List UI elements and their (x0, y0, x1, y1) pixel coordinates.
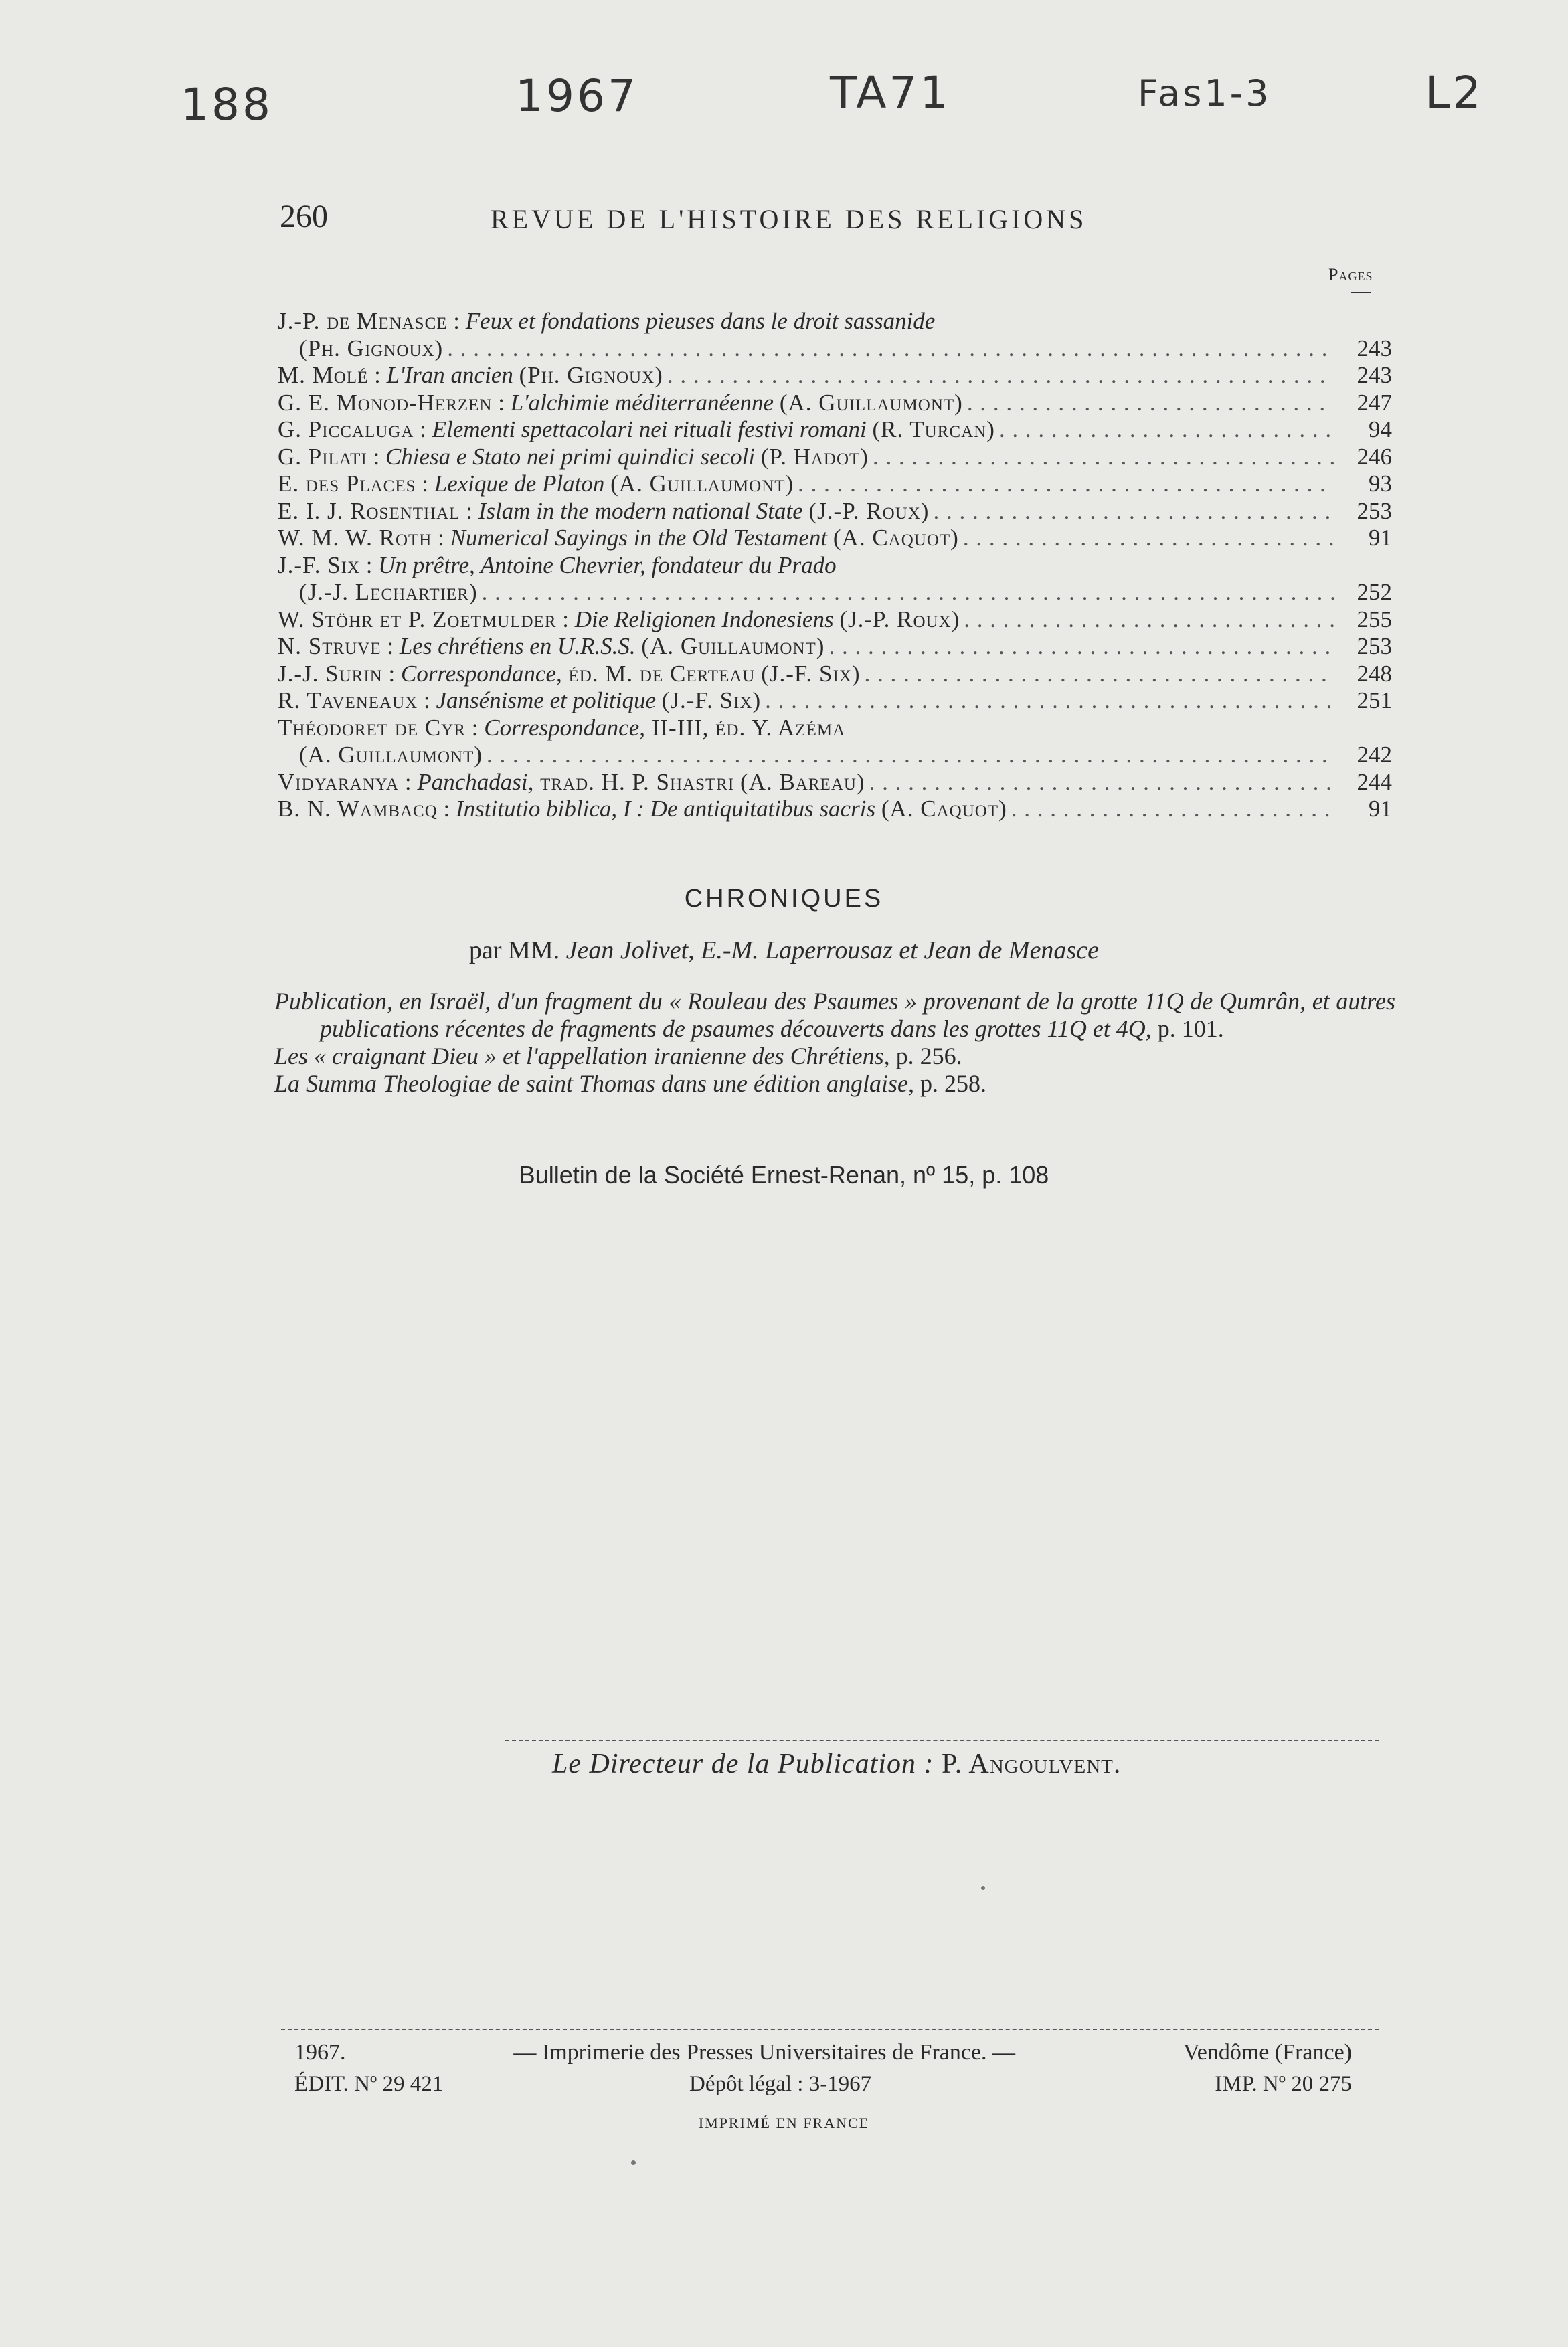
imprint-edit-number: ÉDIT. Nº 29 421 (294, 2072, 444, 2096)
review-reviewer: (J.-P. Roux) (839, 606, 960, 632)
review-reviewer: (A. Guillaumont) (610, 470, 794, 497)
review-reviewer: (A. Guillaumont) (299, 742, 483, 768)
review-reviewer: (J.-P. Roux) (808, 497, 930, 524)
review-reviewer: (A. Bareau) (740, 768, 865, 795)
review-reviewer: (A. Guillaumont) (779, 389, 963, 416)
review-reviewer: (J.-J. Lechartier) (299, 579, 478, 605)
chroniques-title: CHRONIQUES (684, 885, 884, 913)
imprint-legal-deposit: Dépôt légal : 3-1967 (689, 2072, 872, 2096)
leader-dots (869, 769, 1334, 796)
leader-dots (1011, 796, 1334, 823)
review-page: 253 (1357, 497, 1392, 524)
review-separator: : (556, 606, 575, 632)
review-title: L'alchimie méditerranéenne (510, 389, 774, 416)
review-reviewer: (A. Guillaumont) (641, 633, 825, 659)
review-entry (278, 661, 1392, 688)
director-label: Le Directeur de la Publication : (552, 1749, 934, 1779)
review-author: Théodoret de Cyr (278, 714, 466, 741)
review-entry (278, 389, 1392, 417)
review-entry (278, 470, 1392, 498)
speck (981, 1886, 985, 1890)
review-page: 247 (1357, 389, 1392, 416)
review-page: 244 (1357, 768, 1392, 795)
review-separator: : (414, 416, 432, 442)
leader-dots (865, 661, 1334, 688)
director-name: P. Angoulvent. (942, 1749, 1122, 1779)
review-author: W. M. W. Roth (278, 525, 432, 551)
review-reviewer: (Ph. Gignoux) (519, 362, 663, 388)
review-entry (278, 308, 1392, 362)
chroniques-authors (0, 936, 1568, 965)
speck (631, 2160, 636, 2165)
imprint-year: 1967. (294, 2040, 346, 2065)
review-title: Feux et fondations pieuses dans le droit sassanide (465, 308, 936, 334)
review-author: N. Struve (278, 633, 381, 659)
leader-dots (933, 498, 1334, 525)
pages-label-dash (1351, 292, 1371, 293)
leader-dots (798, 470, 1334, 498)
journal-title: REVUE DE L'HISTOIRE DES RELIGIONS (491, 204, 1087, 234)
review-title: Les chrétiens en U.R.S.S. (399, 633, 636, 659)
bulletin-reference: Bulletin de la Société Ernest-Renan, nº 15, p. 108 (519, 1161, 1049, 1189)
review-separator: : (437, 796, 456, 822)
review-page: 248 (1357, 660, 1392, 687)
review-author: J.-J. Surin (278, 660, 383, 687)
review-page: 243 (1357, 362, 1392, 388)
handwritten-note-1: 188 (181, 79, 273, 131)
review-title: Die Religionen Indonesiens (574, 606, 834, 632)
review-reviewer: (Ph. Gignoux) (299, 335, 444, 361)
handwritten-note-2: 1967 (515, 70, 638, 122)
review-page: 252 (1357, 579, 1392, 605)
review-title: Correspondance, (400, 660, 562, 687)
review-author: E. I. J. Rosenthal (278, 497, 460, 524)
review-reviewer: (R. Turcan) (872, 416, 995, 442)
review-page: 243 (1357, 335, 1392, 361)
review-separator: : (381, 633, 400, 659)
review-reviewer: (A. Caquot) (833, 525, 959, 551)
review-reviewer: (P. Hadot) (760, 443, 869, 470)
review-title: Islam in the modern national State (478, 497, 803, 524)
publication-director (552, 1748, 1121, 1780)
chroniques-list (274, 988, 1395, 1098)
review-entry (278, 715, 1392, 769)
review-page: 253 (1357, 633, 1392, 659)
review-page: 91 (1369, 796, 1392, 822)
handwritten-note-3: TA71 (830, 67, 951, 118)
review-entry (278, 362, 1392, 389)
leader-dots (964, 606, 1334, 634)
review-entry (278, 687, 1392, 715)
pages-column-label: Pages (1328, 265, 1373, 284)
leader-dots (667, 362, 1334, 389)
review-entry (278, 416, 1392, 444)
chronique-item: Les « craignant Dieu » et l'appellation iranienne des Chrétiens, p. 256. (274, 1043, 962, 1069)
review-title: Numerical Sayings in the Old Testament (450, 525, 828, 551)
review-reviewer: (J.-F. Six) (661, 687, 762, 713)
review-edition: II-III, éd. Y. Azéma (644, 714, 846, 741)
review-page: 255 (1357, 606, 1392, 632)
review-reviewer: (J.-F. Six) (761, 660, 861, 687)
review-entry (278, 498, 1392, 525)
review-separator: : (492, 389, 511, 416)
review-separator: : (367, 443, 385, 470)
leader-dots (482, 579, 1334, 606)
review-separator: : (399, 768, 418, 795)
chronique-item: La Summa Theologiae de saint Thomas dans une édition anglaise, p. 258. (274, 1070, 986, 1097)
leader-dots (967, 389, 1334, 417)
review-separator: : (360, 551, 379, 578)
leader-dots (487, 742, 1334, 769)
review-author: G. Pilati (278, 443, 367, 470)
page-number: 260 (280, 199, 328, 234)
review-title: Un prêtre, Antoine Chevrier, fondateur du Prado (378, 551, 837, 578)
leader-dots (447, 335, 1334, 363)
review-separator: : (416, 470, 434, 497)
review-author: J.-P. de Menasce (278, 308, 448, 334)
review-title: Correspondance, (484, 714, 645, 741)
leader-dots (873, 444, 1334, 471)
review-page: 93 (1369, 470, 1392, 497)
review-author: B. N. Wambacq (278, 796, 438, 822)
review-entry (278, 769, 1392, 796)
review-author: Vidyaranya (278, 768, 400, 795)
review-title: L'Iran ancien (386, 362, 513, 388)
review-separator: : (460, 497, 478, 524)
review-entry (278, 633, 1392, 661)
review-entry (278, 606, 1392, 634)
review-page: 251 (1357, 687, 1392, 713)
review-entry (278, 796, 1392, 823)
review-entry (278, 444, 1392, 471)
review-title: Panchadasi, (417, 768, 534, 795)
review-title: Chiesa e Stato nei primi quindici secoli (385, 443, 756, 470)
review-author: M. Molé (278, 362, 369, 388)
review-author: W. Stöhr et P. Zoetmulder (278, 606, 557, 632)
review-entry (278, 552, 1392, 606)
leader-dots (963, 525, 1334, 552)
review-separator: : (418, 687, 436, 713)
review-page: 91 (1369, 525, 1392, 551)
reviews-list (278, 308, 1392, 823)
imprint-rule (281, 2029, 1379, 2030)
handwritten-note-5: L2 (1425, 67, 1484, 118)
review-author: G. E. Monod-Herzen (278, 389, 493, 416)
review-title: Jansénisme et politique (436, 687, 657, 713)
imprint-print-number: IMP. Nº 20 275 (1215, 2072, 1352, 2096)
review-edition: trad. H. P. Shastri (533, 768, 735, 795)
leader-dots (829, 633, 1334, 661)
review-separator: : (447, 308, 466, 334)
review-entry (278, 525, 1392, 552)
review-author: J.-F. Six (278, 551, 361, 578)
imprint-printed-in: IMPRIMÉ EN FRANCE (698, 2115, 870, 2132)
chronique-item: Publication, en Israël, d'un fragment du « Rouleau des Psaumes » provenant de la grotte 11Q de Qumrân, et autres publications récentes de fragments de psaumes découverts dans les grottes 11Q et 4Q, p. 101. (274, 988, 1395, 1042)
review-separator: : (432, 525, 450, 551)
review-author: G. Piccaluga (278, 416, 414, 442)
review-author: E. des Places (278, 470, 416, 497)
handwritten-note-4: Fas1-3 (1138, 72, 1272, 114)
review-page: 246 (1357, 443, 1392, 470)
review-separator: : (465, 714, 485, 741)
chroniques-names: Jean Jolivet, E.-M. Laperrousaz et Jean de Menasce (565, 936, 1099, 964)
leader-dots (999, 416, 1334, 444)
imprint-place: Vendôme (France) (1183, 2040, 1352, 2065)
imprint-printer: — Imprimerie des Presses Universitaires de France. — (513, 2040, 1016, 2065)
review-separator: : (368, 362, 387, 388)
chroniques-by: par MM. (469, 936, 560, 964)
imprint-line-1 (294, 2040, 1352, 2065)
review-title: Lexique de Platon (434, 470, 605, 497)
review-reviewer: (A. Caquot) (881, 796, 1007, 822)
review-author: R. Taveneaux (278, 687, 418, 713)
director-rule (505, 1740, 1379, 1741)
review-page: 242 (1357, 742, 1392, 768)
review-title: Elementi spettacolari nei rituali festivi romani (432, 416, 867, 442)
review-page: 94 (1369, 416, 1392, 442)
review-edition: éd. M. de Certeau (561, 660, 756, 687)
review-title: Institutio biblica, I : De antiquitatibus sacris (456, 796, 876, 822)
review-separator: : (382, 660, 401, 687)
leader-dots (765, 687, 1334, 715)
